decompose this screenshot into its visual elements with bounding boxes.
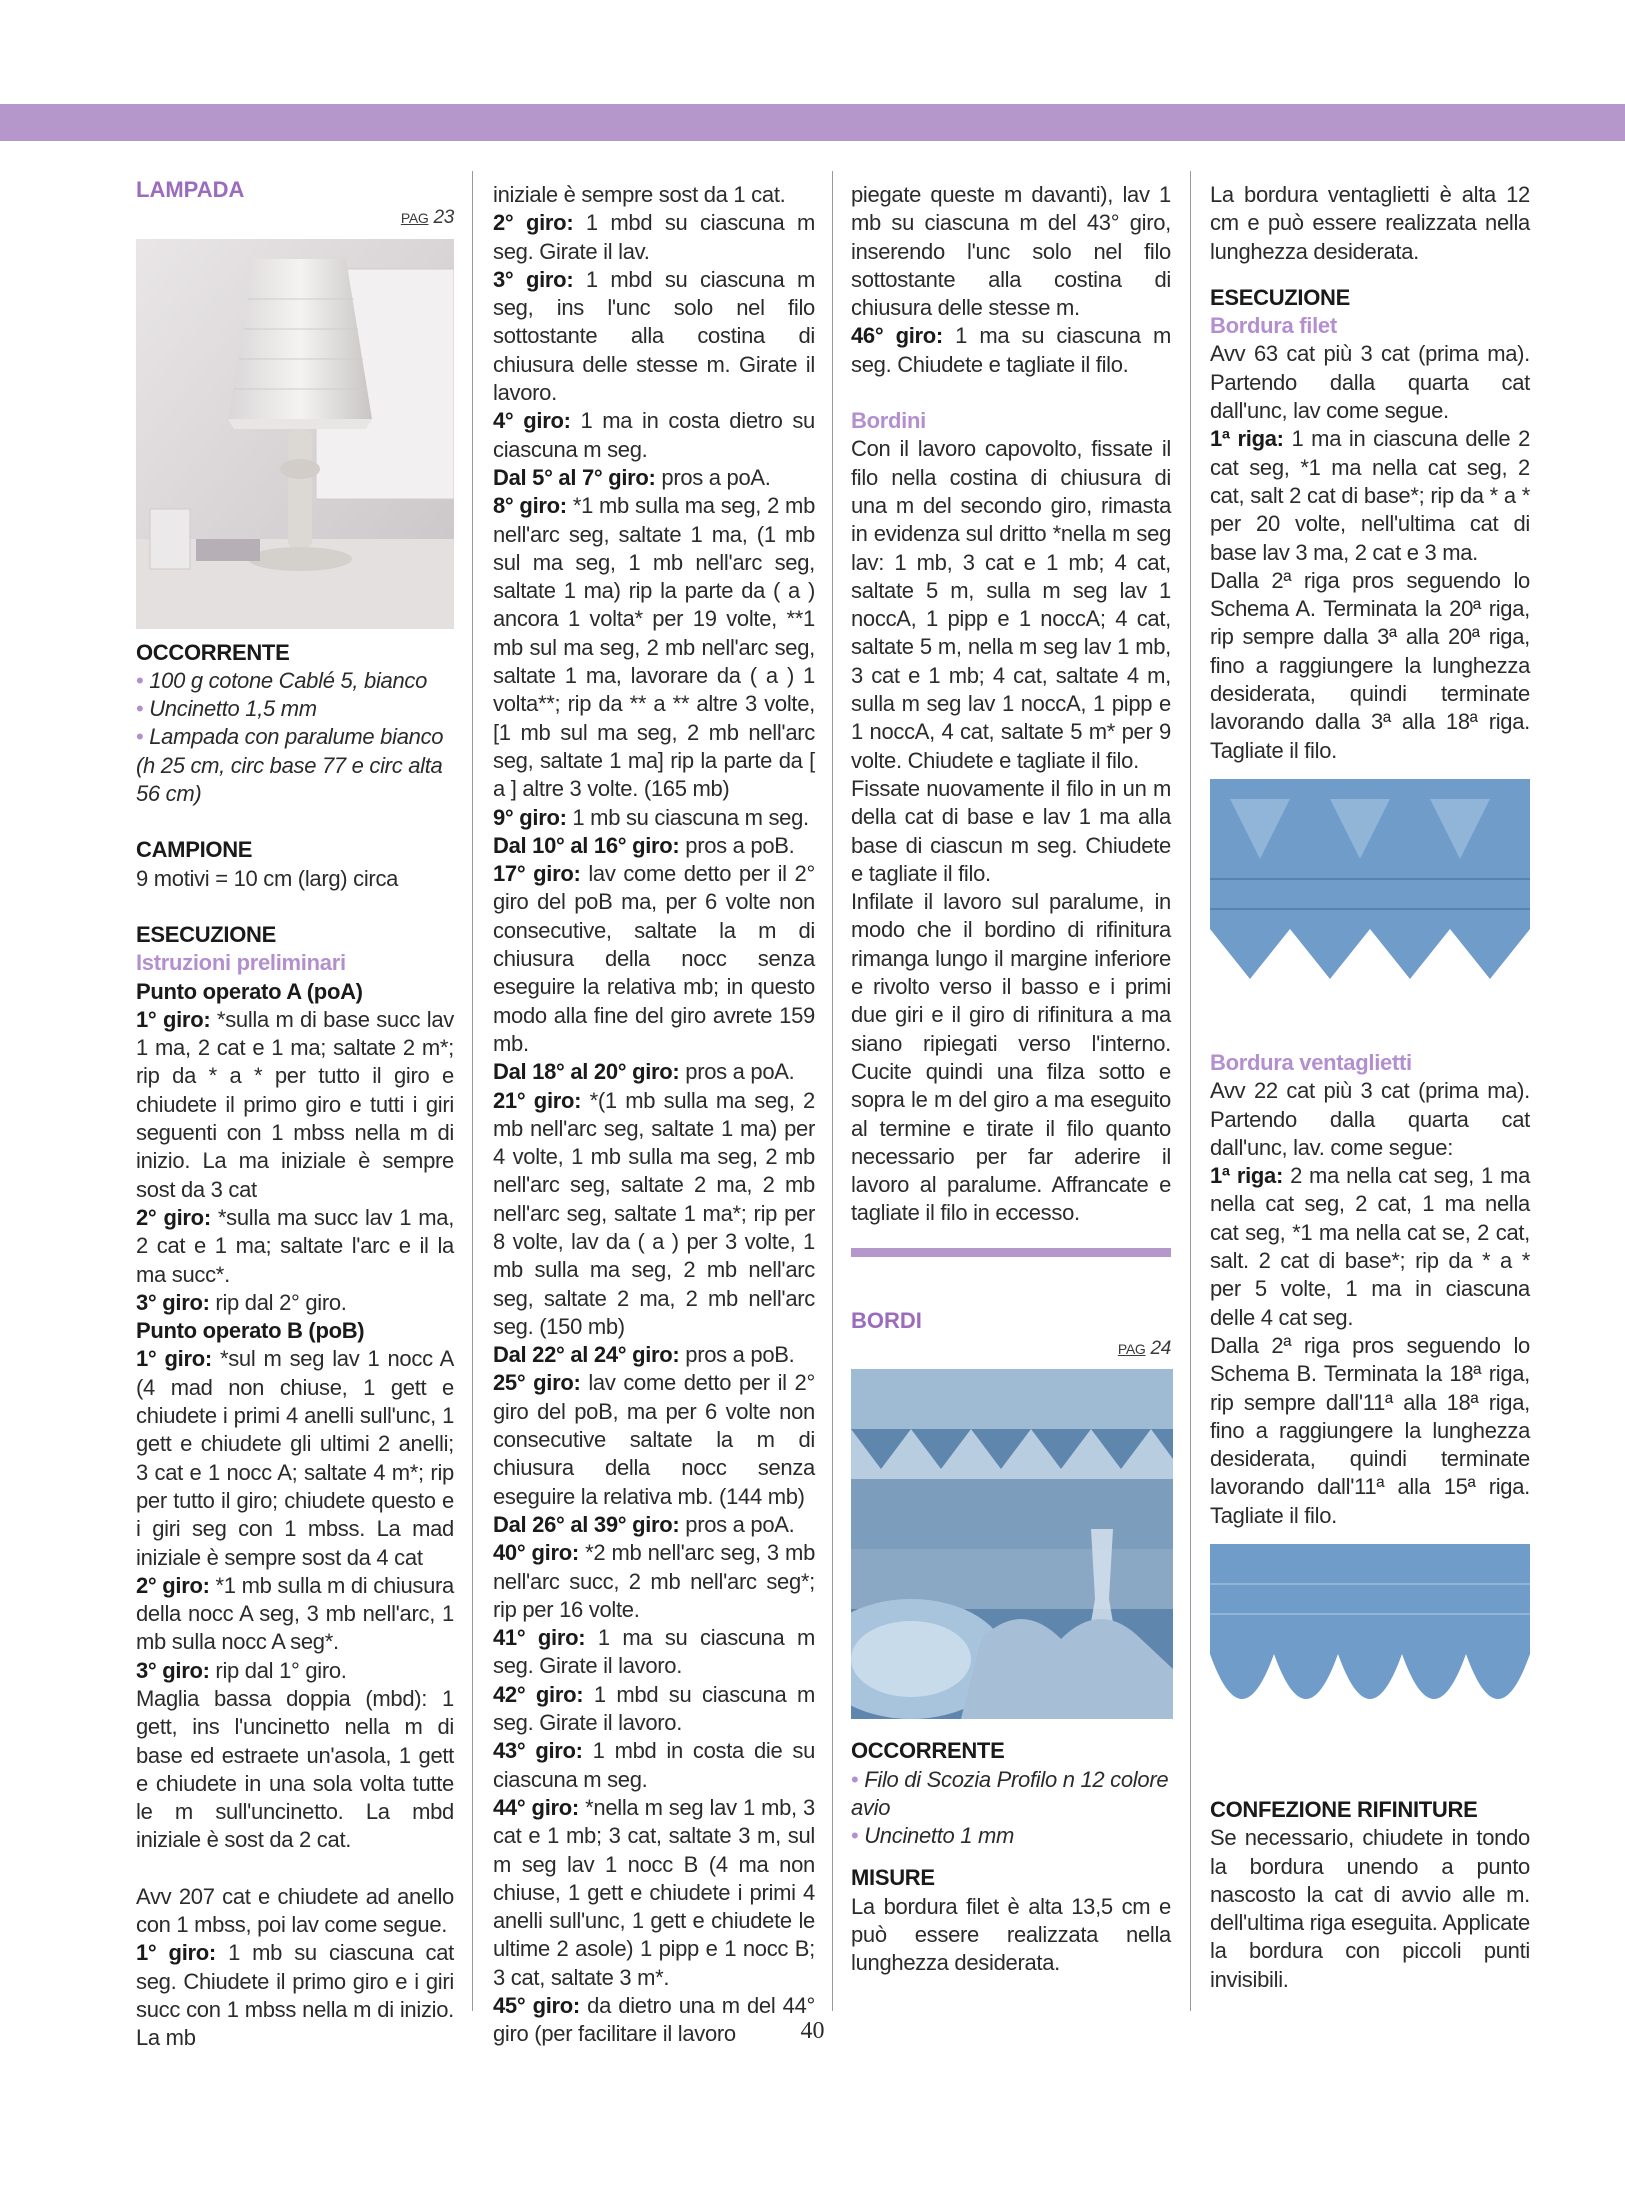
- filet-lace-photo: [1210, 779, 1530, 1019]
- instruction-row: 25° giro: lav come detto per il 2° giro del poB, ma per 6 volte non consecutive saltate la m di chiusura della nocc senza eseguire la relativa mb. (144 mb): [493, 1370, 815, 1509]
- instruction-row: 1° giro: *sulla m di base succ lav 1 ma, 2 cat e 1 ma; saltate 2 m*; rip da * a * per tutto il giro e chiudete il primo giro e tutti i giri seguenti con 1 mbss nella m di inizio. La ma iniziale è sempre sost da 3 cat: [136, 1006, 455, 1202]
- continued-text: piegate queste m davanti), lav 1 mb su ciascuna m del 43° giro, inserendo l'unc solo nel filo sottostante alla costina di chiusura delle stesse m.: [851, 182, 1171, 321]
- infilate-text: Infilate il lavoro sul paralume, in modo che il bordino di rifinitura rimanga lungo il margine inferiore e rivolto verso il basso e i primi due giri e il giro di rifinitura a ma siano ripiegati verso l'interno. Cucite quindi una filza sotto e sopra le m del giro a ma eseguito al termine e tirate il filo quanto necessario per far aderire il lavoro al paralume. Affrancate e tagliate il filo in eccesso.: [851, 889, 1171, 1226]
- lamp-photo: [136, 239, 454, 629]
- instruction-row: 41° giro: 1 ma su ciascuna m seg. Girate il lavoro.: [493, 1625, 815, 1679]
- punto-b-heading: Punto operato B (poB): [136, 1318, 365, 1344]
- top-color-band: [0, 104, 1625, 141]
- instruction-row: 4° giro: 1 ma in costa dietro su ciascuna m seg.: [493, 408, 815, 462]
- instruction-row: 46° giro: 1 ma su ciascuna m seg. Chiudete e tagliate il filo.: [851, 323, 1171, 377]
- instruction-row: 1ª riga: 1 ma in ciascuna delle 2 cat seg, *1 ma nella cat seg, 2 cat, salt 2 cat di base*; rip da * a * per 20 volte, nell'ultima cat di base lav 3 ma, 2 cat e 3 ma.: [1210, 426, 1531, 565]
- list-item: • 100 g cotone Cablé 5, bianco: [136, 667, 428, 693]
- page-number: 40: [800, 2018, 825, 2044]
- list-item: • Uncinetto 1 mm: [851, 1823, 1015, 1849]
- instruction-list: [493, 209, 815, 2048]
- instruction-row: 1° giro: 1 mb su ciascuna cat seg. Chiudete il primo giro e i giri succ con 1 mbss nella m di inizio. La mb: [136, 1940, 454, 2051]
- instruction-row: 43° giro: 1 mbd in costa die su ciascuna m seg.: [493, 1738, 816, 1792]
- instruction-row: Dal 10° al 16° giro: pros a poB.: [493, 832, 795, 858]
- occorrente-heading: OCCORRENTE: [851, 1738, 1005, 1764]
- section-title-lampada: LAMPADA: [136, 177, 245, 202]
- page-ref: PAG 24: [1117, 1337, 1171, 1359]
- bordini-heading: Bordini: [851, 408, 926, 434]
- page-ref: PAG 23: [400, 207, 454, 229]
- esecuzione-heading: ESECUZIONE: [1210, 284, 1351, 310]
- instruction-row: 3° giro: rip dal 1° giro.: [136, 1657, 347, 1683]
- istruzioni-heading: Istruzioni preliminari: [136, 950, 346, 976]
- list-item: • Filo di Scozia Profilo n 12 colore avio: [851, 1766, 1169, 1820]
- column-divider: [832, 171, 833, 2011]
- continued-text: La bordura ventaglietti è alta 12 cm e può essere realizzata nella lunghezza desiderata.: [1210, 182, 1530, 264]
- instruction-row: 45° giro: da dietro una m del 44° giro (per facilitare il lavoro: [493, 1993, 816, 2047]
- instruction-row: 2° giro: 1 mbd su ciascuna m seg. Girate il lav.: [493, 210, 815, 264]
- instruction-row: 44° giro: *nella m seg lav 1 mb, 3 cat e 1 mb; 3 cat, saltate 3 m, sul m seg lav 1 nocc B (4 ma non chiuse, 1 gett e chiudete i primi 4 anelli sull'unc, 1 gett e chiudete le ultime 2 asole) 1 pipp e 1 nocc B; 3 cat, saltate 3 m*.: [493, 1794, 815, 1990]
- campione-heading: CAMPIONE: [136, 837, 253, 863]
- instruction-row: 1° giro: *sul m seg lav 1 nocc A (4 mad non chiuse, 1 gett e chiudete i primi 4 anelli sull'unc, 1 gett e chiudete gli ultimi 2 anelli; 3 cat e 1 nocc A; saltate 4 m*; rip per tutto il giro; chiudete questo e i giri seg con 1 mbss. La mad iniziale è sempre sost da 4 cat: [136, 1346, 454, 1570]
- instruction-row: 21° giro: *(1 mb sulla ma seg, 2 mb nell'arc seg, saltate 1 ma) per 4 volte, 1 mb sulla ma seg, 2 mb nell'arc seg, saltate 2 ma, 2 mb nell'arc seg, saltate 1 ma*; rip per 8 volte, lav da ( a ) per 3 volte, 1 mb sulla ma seg, 2 mb nell'arc seg, saltate 2 ma, 2 mb nell'arc seg. (150 mb): [493, 1087, 815, 1339]
- section-title-bordi: BORDI: [851, 1307, 922, 1333]
- instruction-row: 3° giro: 1 mbd su ciascuna m seg, ins l'unc solo nel filo sottostante alla costina di chiusura delle stesse m. Girate il lavoro.: [493, 266, 815, 406]
- misure-text: La bordura filet è alta 13,5 cm e può essere realizzata nella lunghezza desiderata.: [851, 1893, 1171, 1976]
- punto-a-heading: Punto operato A (poA): [136, 978, 363, 1004]
- instruction-row: 3° giro: rip dal 2° giro.: [136, 1289, 347, 1315]
- mbd-text: Maglia bassa doppia (mbd): 1 gett, ins l'uncinetto nella m di base ed estraete un'asola, 1 gett e chiudete in una sola volta tutte le m sull'uncinetto. La mbd iniziale è sost da 2 cat.: [136, 1685, 454, 1853]
- instruction-row: 9° giro: 1 mb su ciascuna m seg.: [493, 804, 809, 830]
- instruction-row: 1ª riga: 2 ma nella cat seg, 1 ma nella cat seg, 2 cat, 1 ma nella cat seg, *1 ma nella cat se, 2 cat, salt. 2 cat di base*; rip da * a * per 5 volte, 1 ma in ciascuna delle 4 cat seg.: [1210, 1163, 1531, 1330]
- avvio-text: Avv 207 cat e chiudete ad anello con 1 mbss, poi lav come segue.: [136, 1883, 454, 1938]
- instruction-row: 40° giro: *2 mb nell'arc seg, 3 mb nell'arc succ, 2 mb nell'arc seg*; rip per 16 volte.: [493, 1540, 815, 1622]
- avvio-text: Avv 22 cat più 3 cat (prima ma). Partendo dalla quarta cat dall'unc, lav. come segue:: [1210, 1078, 1530, 1160]
- continued-text: iniziale è sempre sost da 1 cat.: [493, 182, 786, 207]
- column-esecuzione-bordi: [1210, 181, 1530, 1994]
- list-item: • Lampada con paralume bianco (h 25 cm, circ base 77 e circ alta 56 cm): [136, 724, 444, 807]
- bordura-ventaglietti-heading: Bordura ventaglietti: [1210, 1049, 1412, 1075]
- instruction-row: Dal 22° al 24° giro: pros a poB.: [493, 1342, 795, 1368]
- dalla-text: Dalla 2ª riga pros seguendo lo Schema A. Terminata la 20ª riga, rip sempre dalla 3ª alla 20ª riga, fino a raggiungere la lunghezza desiderata, quindi terminate lavorando dalla 3ª alla 18ª riga. Tagliate il filo.: [1210, 567, 1530, 763]
- confezione-text: Se necessario, chiudete in tondo la bordura unendo a punto nascosto la cat di avvio alle m. dell'ultima riga eseguita. Applicate la bordura con piccoli punti invisibili.: [1210, 1825, 1530, 1992]
- instruction-row: 8° giro: *1 mb sulla ma seg, 2 mb nell'arc seg, saltate 1 ma, (1 mb sul ma seg, 1 mb nell'arc seg, saltate 1 ma) rip la parte da ( a ) ancora 1 volta* per 19 volte, **1 mb sul ma seg, 2 mb nell'arc seg, saltate 1 ma, lavorare da ( a ) 1 volta**; rip da ** a ** altre 3 volte, [1 mb sul ma seg, 2 mb nell'arc seg, saltate 1 ma] rip la parte da [ a ] altre 3 volte. (165 mb): [493, 493, 816, 802]
- fissate-text: Fissate nuovamente il filo in un m della cat di base e lav 1 ma alla base di ciascun m seg. Chiudete e tagliate il filo.: [851, 775, 1171, 886]
- ventaglietti-lace-photo: [1210, 1544, 1530, 1774]
- bordura-filet-heading: Bordura filet: [1210, 313, 1337, 339]
- instruction-row: 2° giro: *sulla ma succ lav 1 ma, 2 cat e 1 ma; saltate l'arc e il la ma succ*.: [136, 1204, 455, 1287]
- occorrente-heading: OCCORRENTE: [136, 639, 290, 665]
- misure-heading: MISURE: [851, 1865, 935, 1891]
- confezione-heading: CONFEZIONE RIFINITURE: [1210, 1796, 1478, 1822]
- avvio-text: Avv 63 cat più 3 cat (prima ma). Partendo dalla quarta cat dall'unc, lav come segue.: [1210, 341, 1530, 424]
- instruction-row: Dal 26° al 39° giro: pros a poA.: [493, 1511, 795, 1537]
- list-item: • Uncinetto 1,5 mm: [136, 696, 317, 722]
- borders-photo: [851, 1369, 1173, 1719]
- column-lampada: [136, 176, 454, 2053]
- campione-text: 9 motivi = 10 cm (larg) circa: [136, 865, 399, 891]
- dalla-text: Dalla 2ª riga pros seguendo lo Schema B. Terminata la 18ª riga, rip sempre dall'11ª alla 18ª riga, fino a raggiungere la lunghezza desiderata, quindi terminate lavorando dall'11ª alla 15ª riga. Tagliate il filo.: [1210, 1332, 1530, 1528]
- column-bordini: [851, 181, 1171, 1978]
- column-divider: [472, 171, 473, 2011]
- instruction-row: 17° giro: lav come detto per il 2° giro del poB ma, per 6 volte non consecutive, saltate la m di chiusura della nocc senza eseguire la relativa mb; in questo modo alla fine del giro avrete 159 mb.: [493, 861, 815, 1056]
- instruction-row: Dal 18° al 20° giro: pros a poA.: [493, 1059, 795, 1085]
- instruction-row: 42° giro: 1 mbd su ciascuna m seg. Girate il lavoro.: [493, 1681, 815, 1736]
- bordini-text: Con il lavoro capovolto, fissate il filo nella costina di chiusura di una m del secondo giro, rimasta in evidenza sul dritto *nella m seg lav: 1 mb, 3 cat e 1 mb; 4 cat, saltate 5 m, sulla m seg lav 1 noccA, 1 pipp e 1 noccA; 4 cat, saltate 5 m, nella m seg lav 1 mb, 3 cat e 1 mb; 4 cat, saltate 4 m, sulla m seg lav 1 noccA, 1 pipp e 1 noccA, 4 cat, saltate 5 m* per 9 volte. Chiudete e tagliate il filo.: [851, 436, 1171, 773]
- section-divider: [851, 1248, 1171, 1257]
- column-divider: [1190, 171, 1191, 2011]
- column-lampada-continued: [493, 181, 815, 2049]
- instruction-row: Dal 5° al 7° giro: pros a poA.: [493, 464, 771, 490]
- esecuzione-heading: ESECUZIONE: [136, 921, 277, 947]
- instruction-row: 2° giro: *1 mb sulla m di chiusura della nocc A seg, 3 mb nell'arc, 1 mb sulla nocc A seg*.: [136, 1572, 454, 1655]
